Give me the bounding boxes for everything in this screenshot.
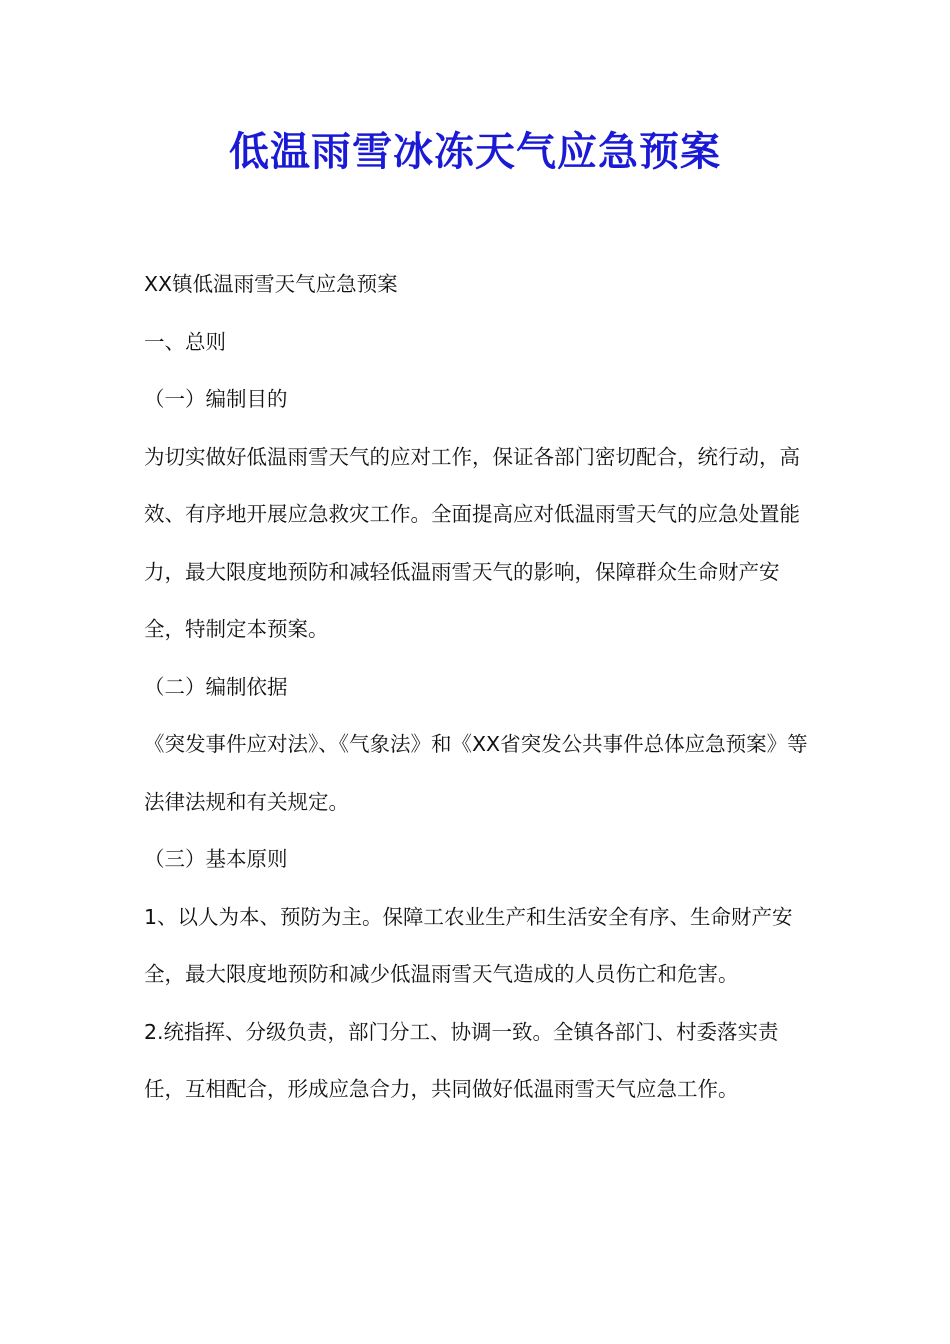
principle-1-paragraph: 1、以人为本、预防为主。保障工农业生产和生活安全有序、生命财产安全，最大限度地预防和减少低温雨雪天气造成的人员伤亡和危害。 [144,904,793,986]
document-title: 低温雨雪冰冻天气应急预案 [229,128,721,175]
subtitle-paragraph: XX镇低温雨雪天气应急预案 [144,272,398,296]
purpose-paragraph: 为切实做好低温雨雪天气的应对工作，保证各部门密切配合，统行动，高效、有序地开展应急救灾工作。全面提高应对低温雨雪天气的应急处置能力，最大限度地预防和减轻低温雨雪天气的影响，保障群众生命财产安全，特制定本预案。 [144,444,800,641]
subsection-heading-basis: （二）编制依据 [144,674,288,699]
principle-2-paragraph: 2.统指挥、分级负责，部门分工、协调一致。全镇各部门、村委落实责任，互相配合，形成应急合力，共同做好低温雨雪天气应急工作。 [144,1019,779,1101]
subsection-heading-principles: （三）基本原则 [144,847,288,871]
basis-paragraph: 《突发事件应对法》、《气象法》和《XX省突发公共事件总体应急预案》等法律法规和有关规定。 [144,732,808,814]
subsection-heading-purpose: （一）编制目的 [144,387,288,411]
section-heading-general: 一、总则 [144,329,226,354]
document-body [144,256,808,1119]
